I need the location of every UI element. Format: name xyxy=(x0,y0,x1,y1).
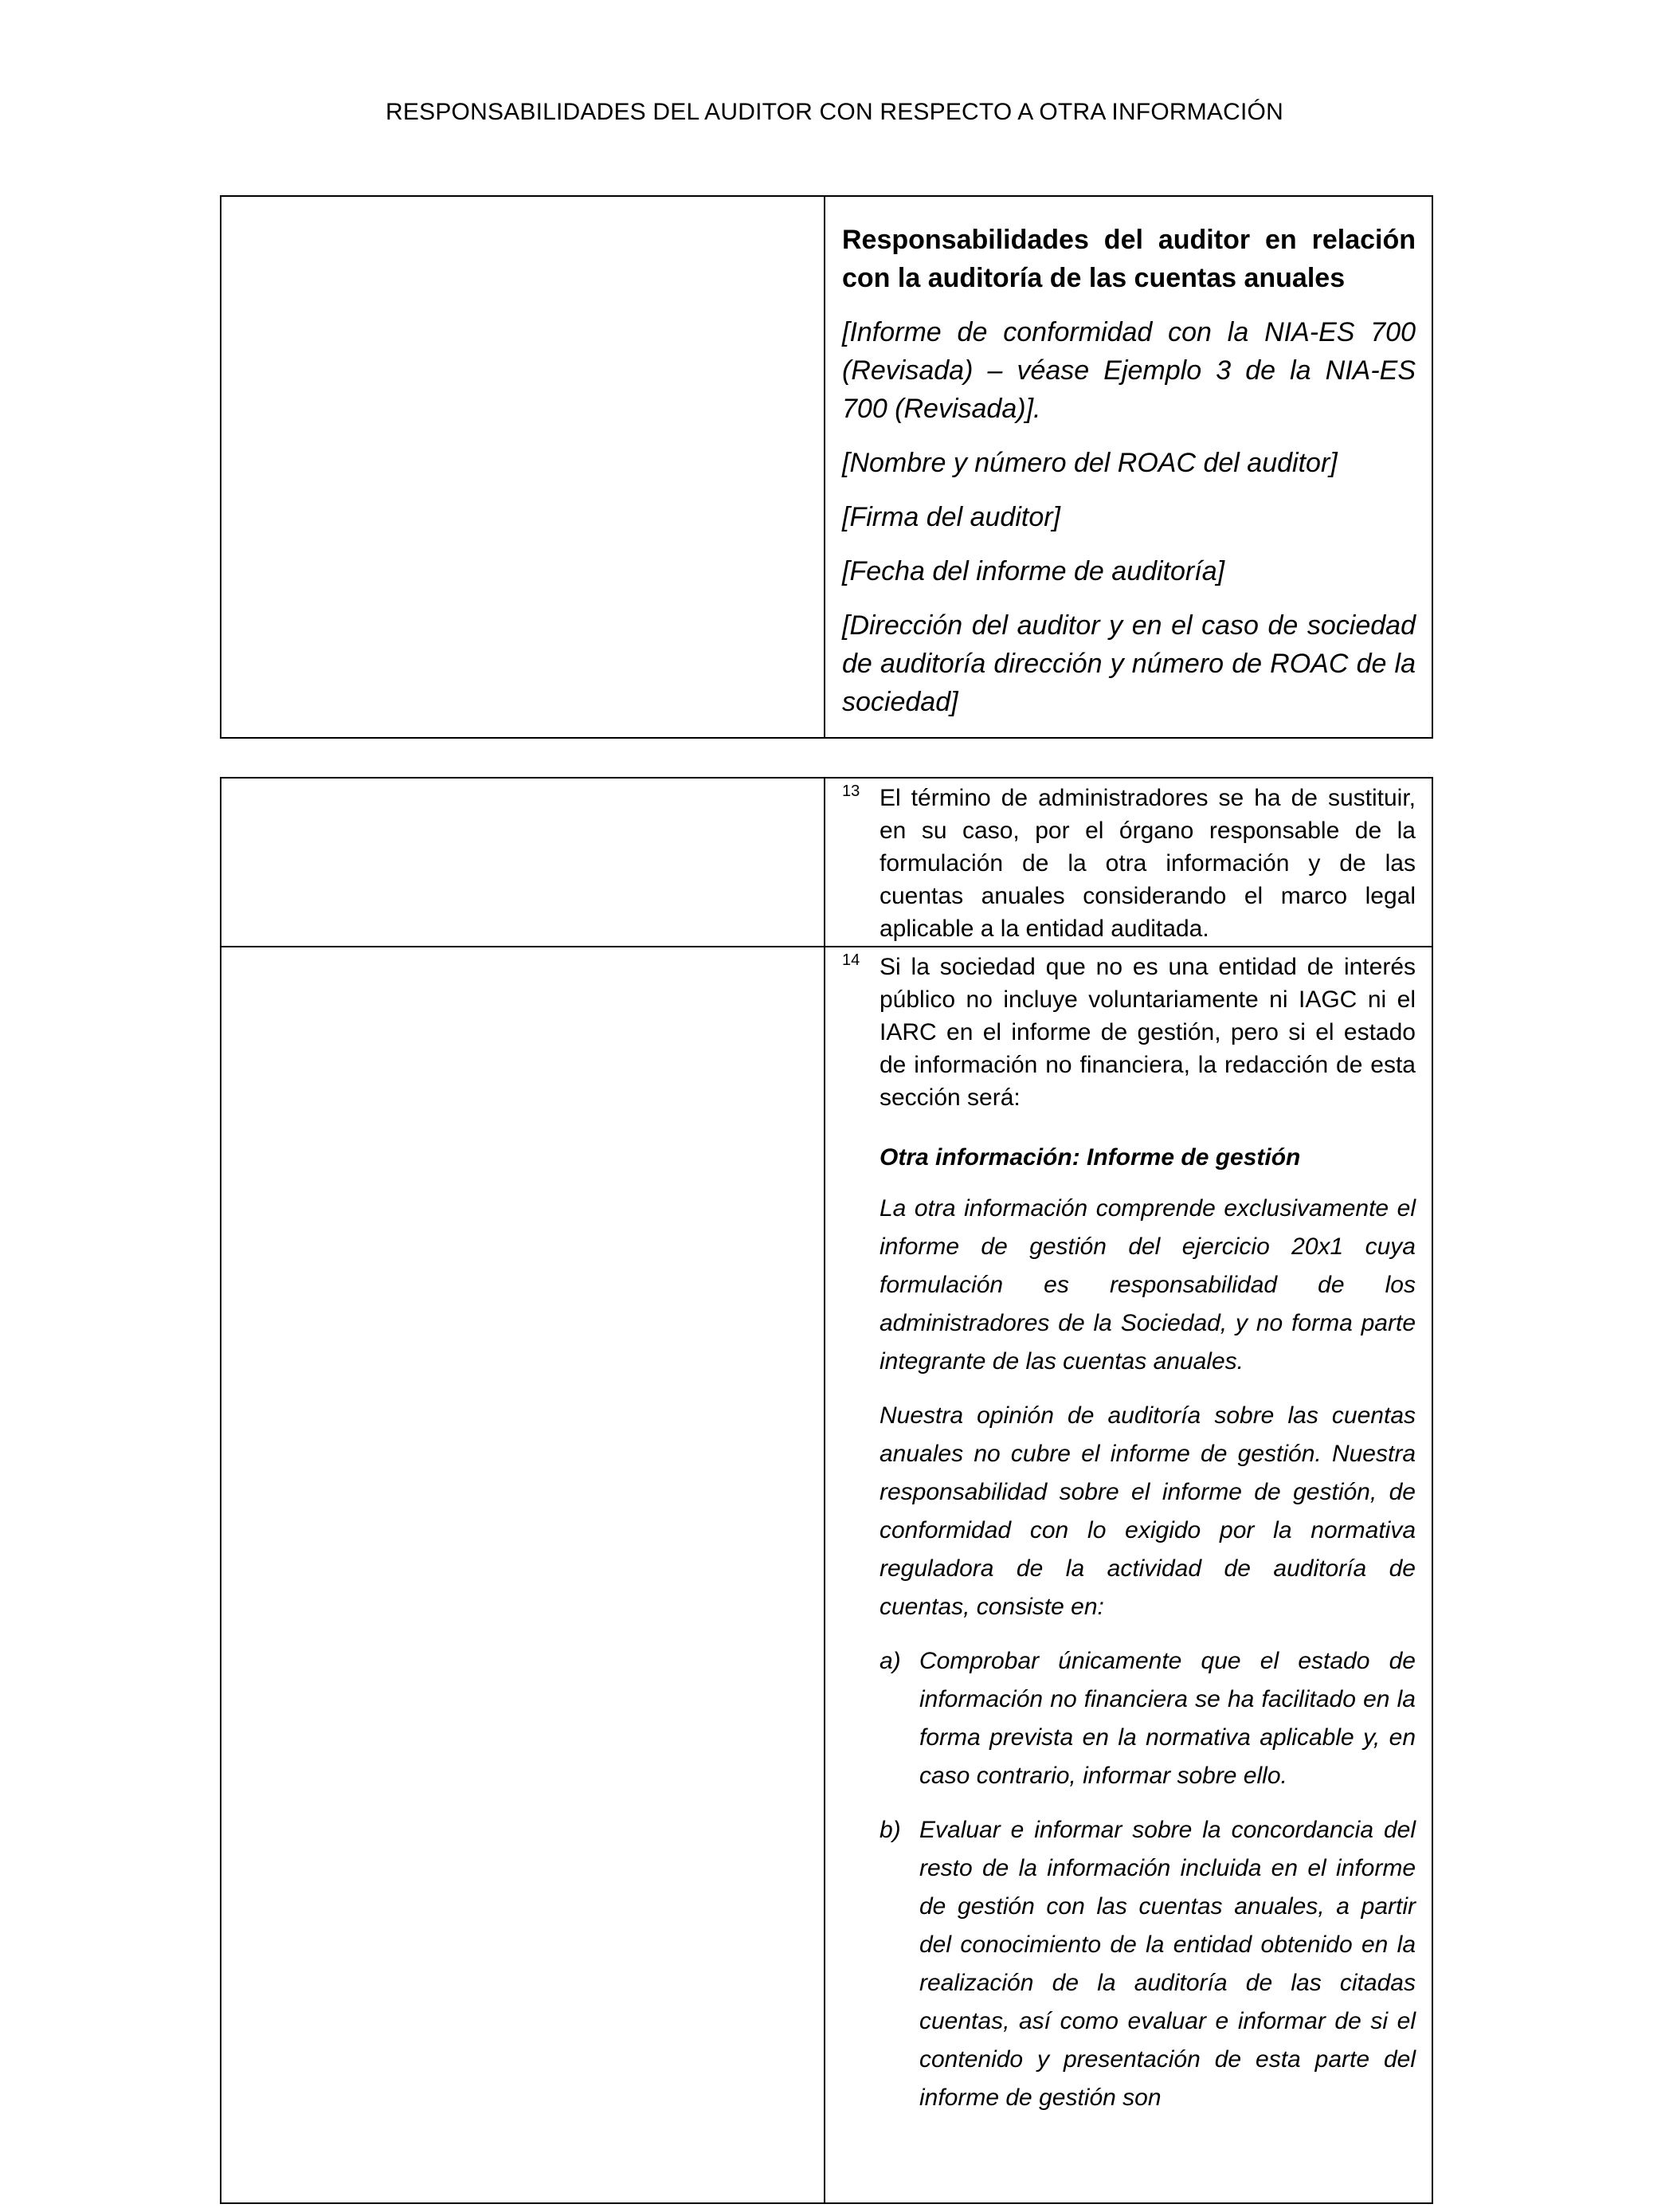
list-item xyxy=(880,1642,1416,1795)
list-marker: b) xyxy=(880,1817,901,1843)
list-item-text: Comprobar únicamente que el estado de información no financiera se ha facilitado en la forma prevista en la normativa aplicable y, en caso contrario, informar sobre ello. xyxy=(919,1648,1416,1789)
report-reference: [Informe de conformidad con la NIA-ES 700 (Revisada) – véase Ejemplo 3 de la NIA-ES 700 (Revisada)]. xyxy=(842,317,1416,424)
footnote-13-text: El término de administradores se ha de sustituir, en su caso, por el órgano responsable de la formulación de la otra información y de las cuentas anuales considerando el marco legal aplicable a la entidad auditada. xyxy=(880,785,1416,942)
left-empty-cell xyxy=(221,778,825,947)
report-date: [Fecha del informe de auditoría] xyxy=(842,556,1225,586)
section-heading: Responsabilidades del auditor en relación con la auditoría de las cuentas anuales xyxy=(842,225,1416,293)
auditor-signature: [Firma del auditor] xyxy=(842,502,1060,532)
footnote-14-paragraph: Nuestra opinión de auditoría sobre las cuentas anuales no cubre el informe de gestión. Nuestra responsabilidad sobre el informe de gestión, de conformidad con lo exigido por la normativa reguladora de la actividad de auditoría de cuentas, consiste en: xyxy=(880,1402,1416,1620)
list-item-text: Evaluar e informar sobre la concordancia del resto de la información incluida en el informe de gestión con las cuentas anuales, a partir del conocimiento de la entidad obtenido en la realización de la auditoría de las citadas cuentas, así como evaluar e informar de si el contenido y presentación de esta parte del informe de gestión son xyxy=(919,1817,1416,2111)
footnote-14-paragraph: La otra información comprende exclusivamente el informe de gestión del ejercicio 20x1 cuya formulación es responsabilidad de los administradores de la Sociedad, y no forma parte integrante de las cuentas anuales. xyxy=(880,1195,1416,1375)
auditor-address: [Dirección del auditor y en el caso de sociedad de auditoría dirección y número de ROAC de la sociedad] xyxy=(842,610,1416,717)
footnote-number: 14 xyxy=(842,951,860,969)
list-marker: a) xyxy=(880,1648,901,1674)
footnote-number: 13 xyxy=(842,782,860,800)
footnotes-table xyxy=(220,777,1433,2204)
left-empty-cell xyxy=(221,196,825,738)
report-signature-table xyxy=(220,195,1433,739)
footnote-14-subtitle: Otra información: Informe de gestión xyxy=(880,1144,1301,1171)
footnote-14-cell xyxy=(825,947,1432,2203)
list-item xyxy=(880,1811,1416,2117)
auditor-name-roac: [Nombre y número del ROAC del auditor] xyxy=(842,448,1338,478)
page-header-title: RESPONSABILIDADES DEL AUDITOR CON RESPECTO A OTRA INFORMACIÓN xyxy=(386,99,1283,125)
left-empty-cell xyxy=(221,947,825,2203)
footnote-13-cell xyxy=(825,778,1432,947)
footnote-14-intro: Si la sociedad que no es una entidad de interés público no incluye voluntariamente ni IAGC ni el IARC en el informe de gestión, pero si el estado de información no financiera, la redacción de esta sección será: xyxy=(880,954,1416,1111)
right-content-cell xyxy=(825,196,1432,738)
